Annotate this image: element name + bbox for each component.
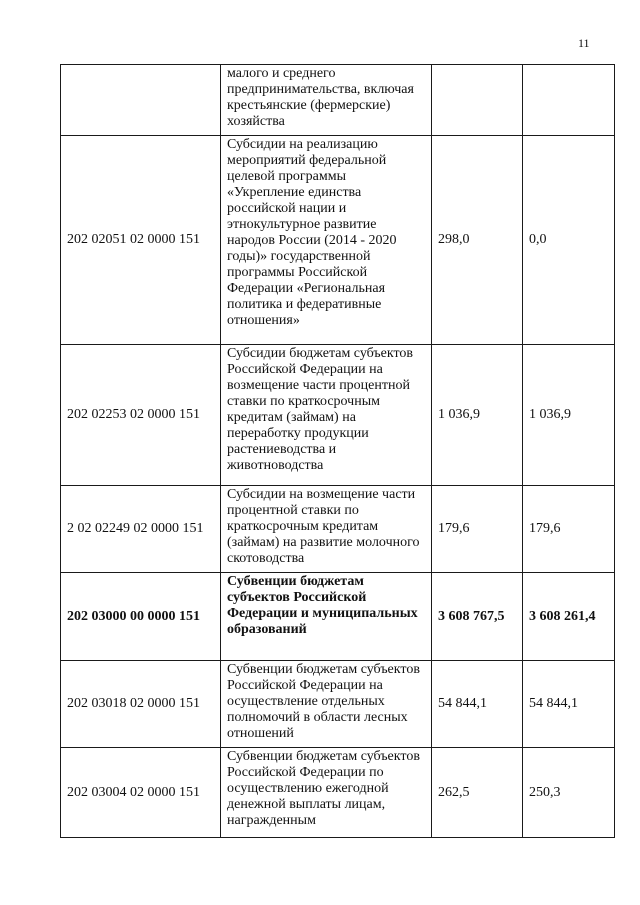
name-cell: Субсидии на реализацию мероприятий федеральной целевой программы «Укрепление единства российской нации и этнокультурное развитие народов России (2014 - 2020 годы)» государственной программы Российской Федерации «Региональная политика и федеративные отношения» (221, 136, 432, 345)
value-2015-cell: 179,6 (523, 486, 615, 573)
name-cell: Субсидии на возмещение части процентной ставки по краткосрочным кредитам (займам) на развитие молочного скотоводства (221, 486, 432, 573)
table-row (61, 661, 615, 748)
code-cell: 202 02253 02 0000 151 (61, 345, 221, 486)
code-cell: 202 03000 00 0000 151 (61, 573, 221, 661)
table-row (61, 748, 615, 838)
value-2015-cell (523, 65, 615, 136)
value-2015-cell: 250,3 (523, 748, 615, 838)
code-cell (61, 65, 221, 136)
value-2014-cell: 262,5 (432, 748, 523, 838)
name-cell: Субсидии бюджетам субъектов Российской Федерации на возмещение части процентной ставки по краткосрочным кредитам (займам) на переработку продукции растениеводства и животноводства (221, 345, 432, 486)
table-row (61, 486, 615, 573)
name-cell: Субвенции бюджетам субъектов Российской Федерации на осуществление отдельных полномочий в области лесных отношений (221, 661, 432, 748)
table-row (61, 136, 615, 345)
budget-table (60, 64, 615, 838)
value-2014-cell: 1 036,9 (432, 345, 523, 486)
table-row (61, 65, 615, 136)
value-2014-cell: 3 608 767,5 (432, 573, 523, 661)
name-cell: Субвенции бюджетам субъектов Российской Федерации и муниципальных образований (221, 573, 432, 661)
value-2014-cell (432, 65, 523, 136)
value-2015-cell: 0,0 (523, 136, 615, 345)
code-cell: 202 02051 02 0000 151 (61, 136, 221, 345)
value-2015-cell: 54 844,1 (523, 661, 615, 748)
name-cell: Субвенции бюджетам субъектов Российской Федерации по осуществлению ежегодной денежной выплаты лицам, награжденным (221, 748, 432, 838)
code-cell: 202 03018 02 0000 151 (61, 661, 221, 748)
table-row (61, 345, 615, 486)
value-2015-cell: 1 036,9 (523, 345, 615, 486)
value-2014-cell: 54 844,1 (432, 661, 523, 748)
code-cell: 202 03004 02 0000 151 (61, 748, 221, 838)
value-2014-cell: 298,0 (432, 136, 523, 345)
name-cell: малого и среднего предпринимательства, включая крестьянские (фермерские) хозяйства (221, 65, 432, 136)
value-2014-cell: 179,6 (432, 486, 523, 573)
page-number: 11 (578, 36, 590, 50)
value-2015-cell: 3 608 261,4 (523, 573, 615, 661)
table-row (61, 573, 615, 661)
code-cell: 2 02 02249 02 0000 151 (61, 486, 221, 573)
